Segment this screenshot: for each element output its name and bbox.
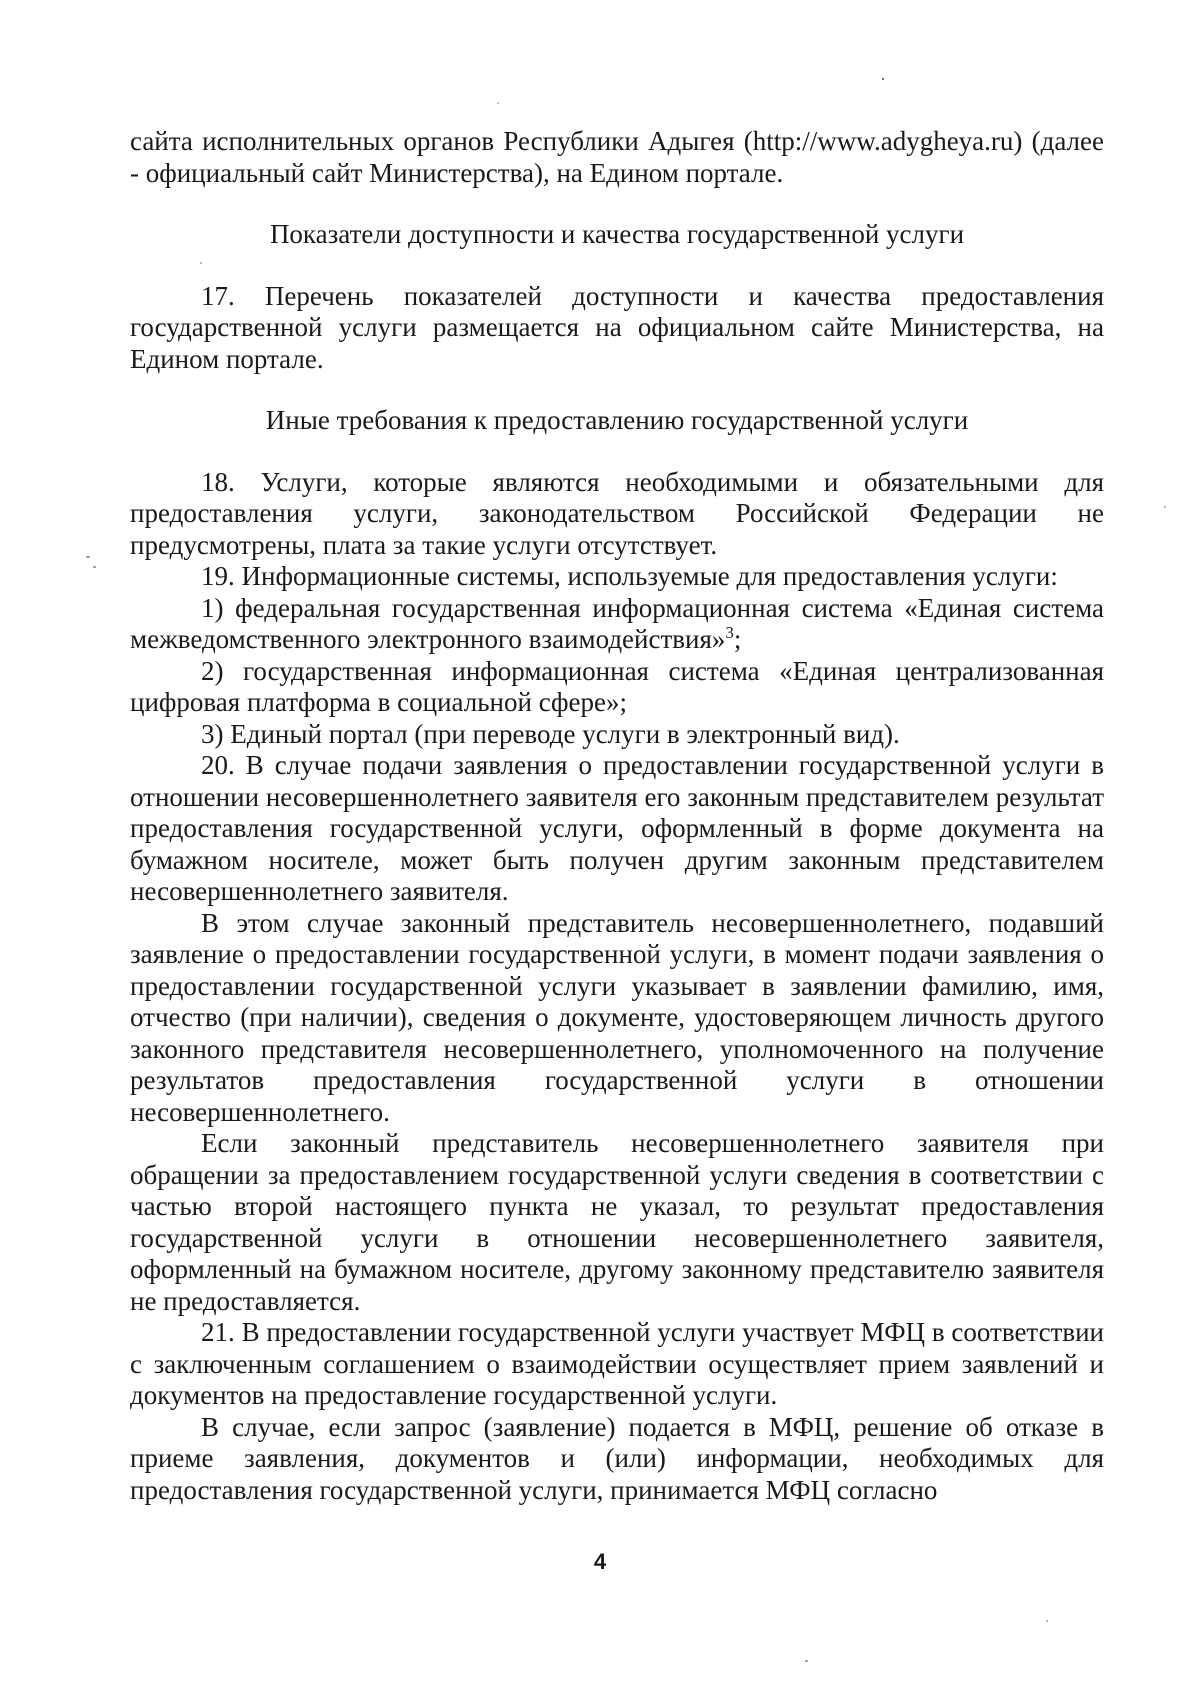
paragraph-continuation: сайта исполнительных органов Республики Адыгея (http://www.adygheya.ru) (далее - официальный сайт Министерства), на Едином портале. [130, 126, 1104, 188]
paragraph-17: 17. Перечень показателей доступности и качества предоставления государственной услуги размещается на официальном сайте Министерства, на Едином портале. [130, 280, 1104, 374]
paragraph-18: 18. Услуги, которые являются необходимыми и обязательными для предоставления услуги, законодательством Российской Федерации не предусмотрены, плата за такие услуги отсутствует. [130, 466, 1104, 560]
paragraph-19: 19. Информационные системы, используемые для предоставления услуги: [201, 561, 1058, 591]
paragraph-21-part-2: В случае, если запрос (заявление) подается в МФЦ, решение об отказе в приеме заявления, документов и (или) информации, необходимых для предоставления государственной услуги, принимается МФЦ согласно [130, 1411, 1104, 1505]
section-heading-availability: Показатели доступности и качества государственной услуги [269, 219, 965, 249]
paragraph-19-item-2: 2) государственная информационная система «Единая централизованная цифровая платформа в социальной сфере»; [130, 655, 1104, 717]
scan-speck [805, 1660, 808, 1662]
page-number: 4 [593, 1549, 607, 1574]
paragraph-20-part-3: Если законный представитель несовершеннолетнего заявителя при обращении за предоставлением государственной услуги сведения в соответствии с частью второй настоящего пункта не указал, то результат предоставления государственной услуги в отношении несовершеннолетнего заявителя, оформленный на бумажном носителе, другому законному представителю заявителя не предоставляется. [130, 1128, 1104, 1316]
scan-speck [93, 566, 96, 568]
paragraph-21: 21. В предоставлении государственной услуги участвует МФЦ в соответствии с заключенным соглашением о взаимодействии осуществляет прием заявлений и документов на предоставление государственной услуги. [130, 1317, 1104, 1410]
scan-speck [86, 556, 90, 558]
footnote-marker: 3 [725, 623, 734, 642]
scan-speck [1164, 506, 1166, 508]
scan-speck [882, 78, 884, 80]
paragraph-19-item-1 [130, 593, 1104, 656]
paragraph-19-item-3: 3) Единый портал (при переводе услуги в электронный вид). [201, 718, 900, 749]
scan-speck [497, 102, 499, 104]
paragraph-19-item-1-text: 1) федеральная государственная информационная система «Единая система межведомственного электронного взаимодействия» [130, 592, 1104, 654]
document-body [130, 126, 1104, 1506]
paragraph-20: 20. В случае подачи заявления о предоставлении государственной услуги в отношении несовершеннолетнего заявителя его законным представителем результат предоставления государственной услуги, оформленный в форме документа на бумажном носителе, может быть получен другим законным представителем несовершеннолетнего заявителя. [130, 750, 1104, 906]
section-heading-other-requirements: Иные требования к предоставлению государственной услуги [265, 405, 969, 435]
paragraph-20-part-2: В этом случае законный представитель несовершеннолетнего, подавший заявление о предоставлении государственной услуги, в момент подачи заявления о предоставлении государственной услуги указывает в заявлении фамилию, имя, отчество (при наличии), сведения о документе, удостоверяющем личность другого законного представителя несовершеннолетнего, уполномоченного на получение результатов предоставления государственной услуги в отношении несовершеннолетнего. [130, 907, 1104, 1127]
scan-speck [1046, 1620, 1048, 1622]
scan-speck [200, 262, 202, 264]
paragraph-19-item-1-end: ; [733, 624, 742, 654]
